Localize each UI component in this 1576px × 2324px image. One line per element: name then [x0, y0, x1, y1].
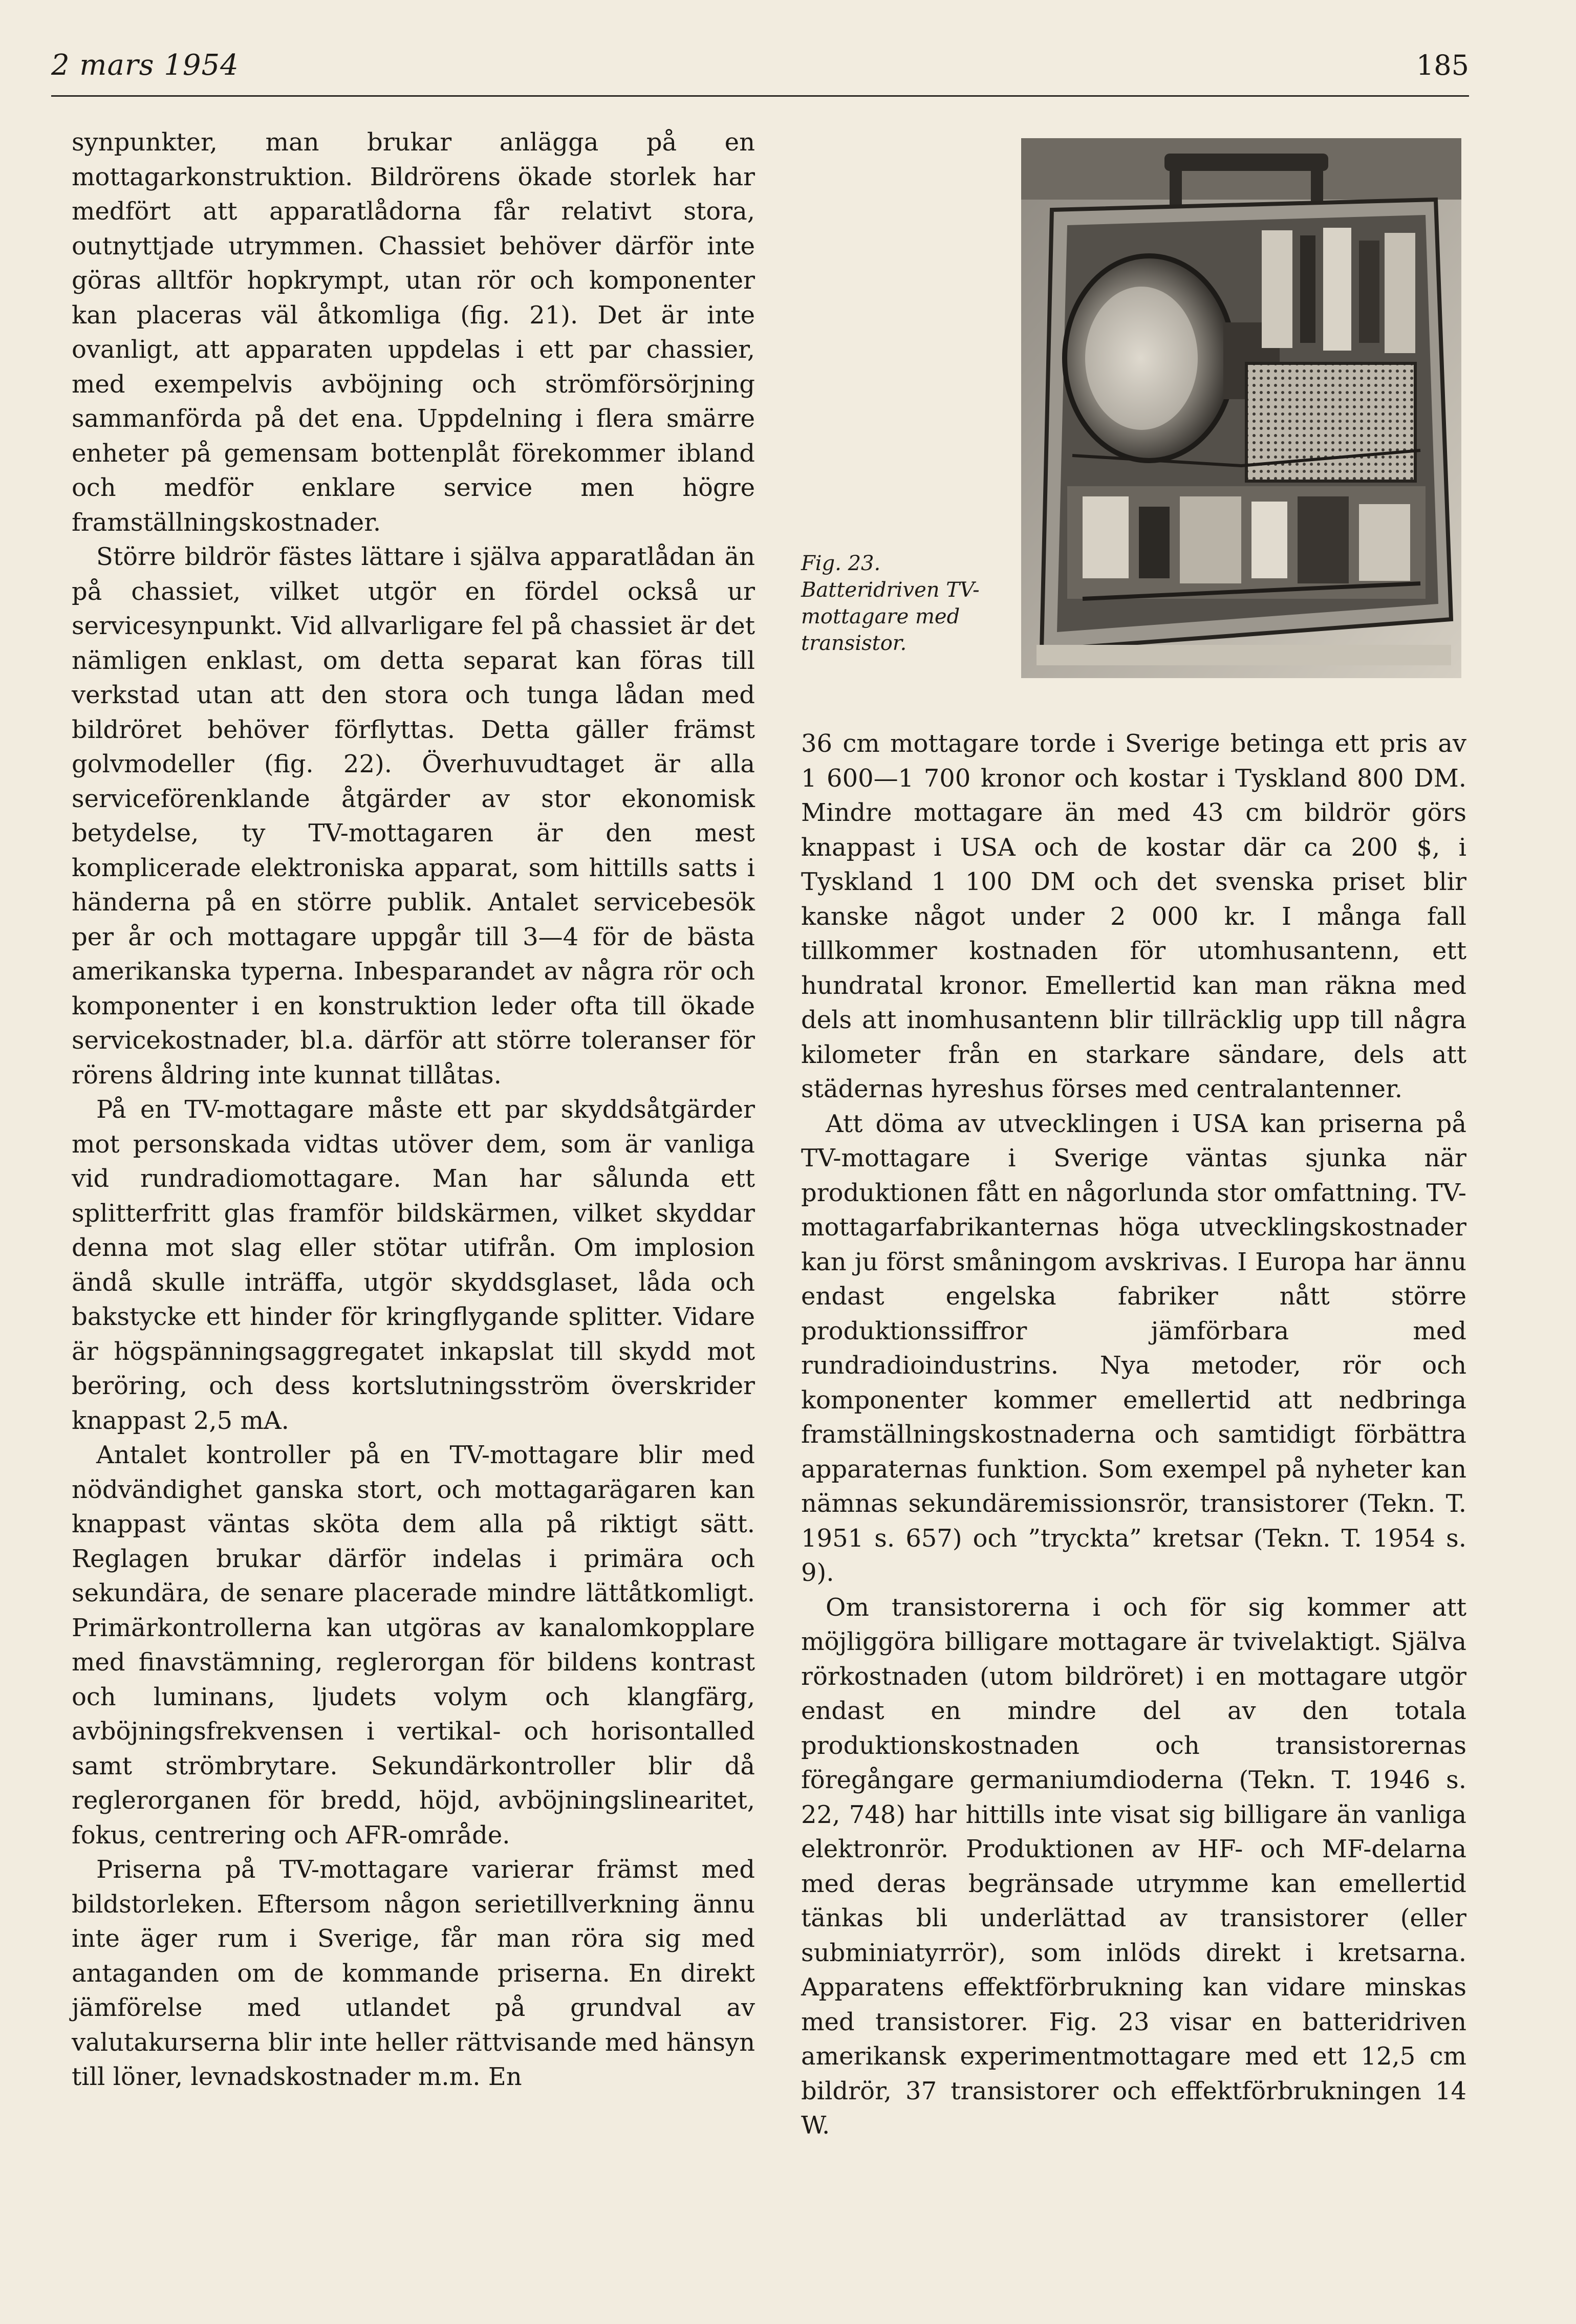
- right-column: [801, 727, 1466, 2143]
- running-head: 2 mars 1954: [51, 49, 239, 82]
- paragraph: På en TV-mottagare måste ett par skyddsåtgärder mot personskada vidtas utöver dem, som är vanliga vid rundradiomottagare. Man har sålunda ett splitterfritt glas framför bildskärmen, vilket skyddar denna mot slag eller stötar utifrån. Om implosion ändå skulle inträffa, utgör skyddsglaset, låda och bakstycke ett hinder för kringflygande splitter. Vidare är högspänningsaggregatet inkapslat till skydd mot beröring, och dess kortslutningsström överskrider knappast 2,5 mA.: [72, 1095, 755, 1435]
- figure-caption: Fig. 23. Batteridriven TV-mottagare med transistor.: [801, 552, 980, 655]
- paragraph: synpunkter, man brukar anlägga på en mottagarkonstruktion. Bildrörens ökade storlek har medfört att apparatlådorna får relativt stora, outnyttjade utrymmen. Chassiet behöver därför inte göras alltför hopkrympt, utan rör och komponenter kan placeras väl åtkomliga (fig. 21). Det är inte ovanligt, att apparaten uppdelas i ett par chassier, med exempelvis avböjning och strömförsörjning sammanförda på det ena. Uppdelning i flera smärre enheter på gemensam bottenplåt förekommer ibland och medför enklare service men högre framställningskostnader.: [72, 128, 755, 537]
- left-column: [72, 125, 755, 2095]
- paragraph: Antalet kontroller på en TV-mottagare blir med nödvändighet ganska stort, och mottagarägaren kan knappast väntas sköta dem alla på riktigt sätt. Reglagen brukar därför indelas i primära och sekundära, de senare placerade mindre lättåtkomligt. Primärkontrollerna kan utgöras av kanalomkopplare med finavstämning, reglerorgan för bildens kontrast och luminans, ljudets volym och klangfärg, avböjningsfrekvensen i vertikal- och horisontalled samt strömbrytare. Sekundärkontroller blir då reglerorganen för bredd, höjd, avböjningslinearitet, fokus, centrering och AFR-område.: [72, 1441, 755, 1850]
- header-rule: [51, 95, 1469, 97]
- page-header: [51, 45, 1469, 96]
- paragraph: Priserna på TV-mottagare varierar främst med bildstorleken. Eftersom någon serietillverkning ännu inte äger rum i Sverige, får man röra sig med antaganden om de kommande priserna. En direkt jämförelse med utlandet på grundval av valutakurserna blir inte heller rättvisande med hänsyn till löner, levnadskostnader m.m. En: [72, 1855, 755, 2091]
- paragraph: Om transistorerna i och för sig kommer att möjliggöra billigare mottagare är tvivelaktigt. Själva rörkostnaden (utom bildröret) i en mottagare utgör endast en mindre del av den totala produktionskostnaden och transistorernas föregångare germaniumdioderna (Tekn. T. 1946 s. 22, 748) har hittills inte visat sig billigare än vanliga elektronrör. Produktionen av HF- och MF-delarna med deras begränsade utrymme kan emellertid tänkas bli underlättad av transistorer (eller subminiatyrrör), som inlöds direkt i kretsarna. Apparatens effektförbrukning kan vidare minskas med transistorer. Fig. 23 visar en batteridriven amerikansk experimentmottagare med ett 12,5 cm bildrör, 37 transistorer och effektförbrukningen 14 W.: [801, 1593, 1466, 2140]
- paragraph: Att döma av utvecklingen i USA kan priserna på TV-mottagare i Sverige väntas sjunka när produktionen fått en någorlunda stor omfattning. TV-mottagarfabrikanternas höga utvecklingskostnader kan ju först småningom avskrivas. I Europa har ännu endast engelska fabriker nått större produktionssiffror jämförbara med rundradioindustrins. Nya metoder, rör och komponenter kommer emellertid att nedbringa framställningskostnaderna och samtidigt förbättra apparaternas funktion. Som exempel på nyheter kan nämnas sekundäremissionsrör, transistorer (Tekn. T. 1951 s. 657) och ”tryckta” kretsar (Tekn. T. 1954 s. 9).: [801, 1109, 1466, 1587]
- page-number: 185: [1416, 49, 1469, 81]
- paragraph: Större bildrör fästes lättare i själva apparatlådan än på chassiet, vilket utgör en fördel också ur servicesynpunkt. Vid allvarligare fel på chassiet är det nämligen enklast, om detta separat kan föras till verkstad utan att den stora och tunga lådan med bildröret behöver förflyttas. Detta gäller främst golvmodeller (fig. 22). Överhuvudtaget är alla serviceförenklande åtgärder av stor ekonomisk betydelse, ty TV-mottagaren är den mest komplicerade elektroniska apparat, som hittills satts i händerna på en större publik. Antalet servicebesök per år och mottagare uppgår till 3—4 för de bästa amerikanska typerna. Inbesparandet av några rör och komponenter i en konstruktion leder ofta till ökade servicekostnader, bl.a. därför att större toleranser för rörens åldring inte kunnat tillåtas.: [72, 542, 755, 1090]
- paragraph: 36 cm mottagare torde i Sverige betinga ett pris av 1 600—1 700 kronor och kostar i Tyskland 800 DM. Mindre mottagare än med 43 cm bildrör görs knappast i USA och de kostar där ca 200 $, i Tyskland 1 100 DM och det svenska priset blir kanske något under 2 000 kr. I många fall tillkommer kostnaden för utomhusantenn, ett hundratal kronor. Emellertid kan man räkna med dels att inomhusantenn blir tillräcklig upp till några kilometer från en starkare sändare, dels att städernas hyreshus förses med centralantenner.: [801, 729, 1466, 1103]
- figure-photo-tv-receiver: [1021, 138, 1461, 678]
